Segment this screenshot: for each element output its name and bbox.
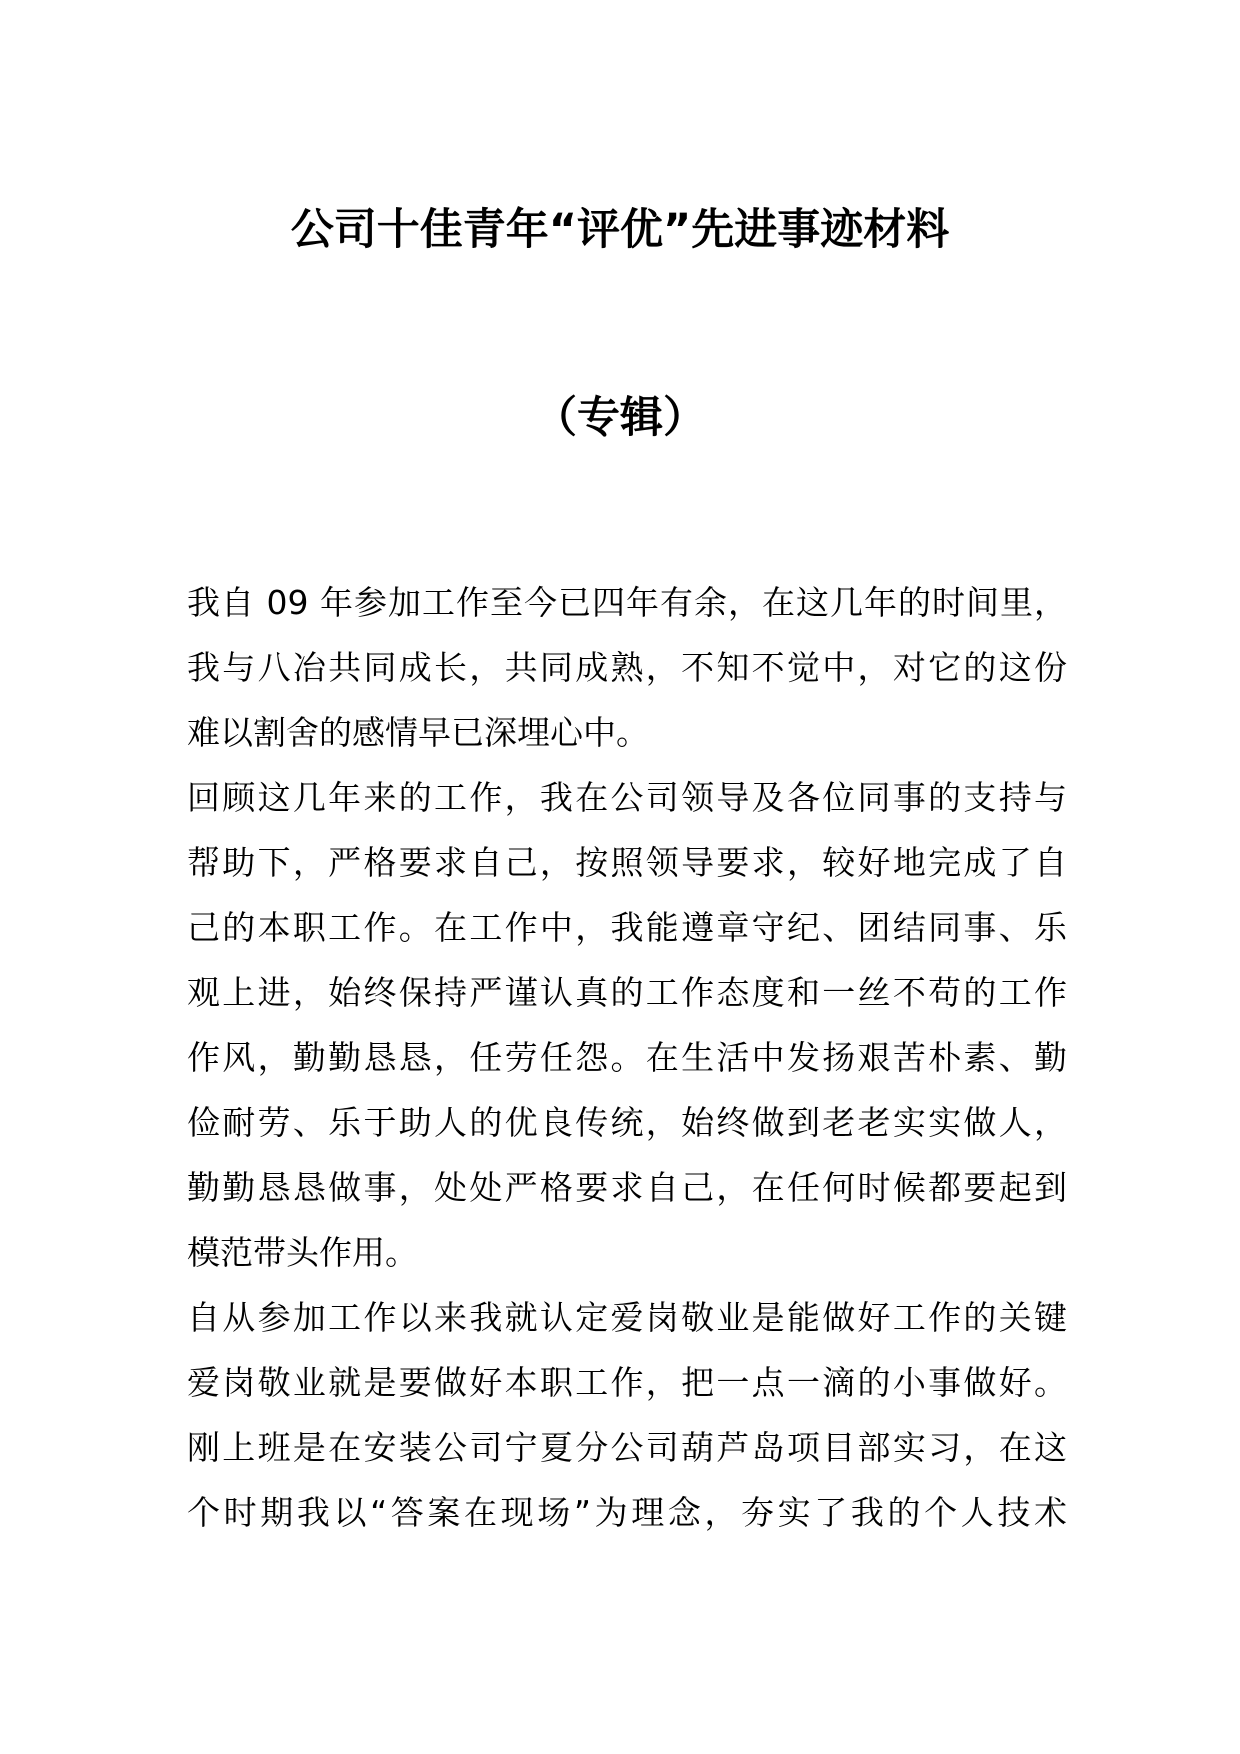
document-subtitle: （专辑） [534, 393, 706, 443]
body-line: 个时期我以“答案在现场”为理念，夯实了我的个人技术 [187, 1493, 1067, 1532]
body-line: 难以割舍的感情早已深埋心中。 [187, 713, 649, 752]
body-line: 观上进，始终保持严谨认真的工作态度和一丝不苟的工作 [187, 973, 1067, 1012]
body-line: 爱岗敬业就是要做好本职工作，把一点一滴的小事做好。 [187, 1363, 1067, 1402]
body-line: 帮助下，严格要求自己，按照领导要求，较好地完成了自 [187, 843, 1067, 882]
body-line: 俭耐劳、乐于助人的优良传统，始终做到老老实实做人， [187, 1103, 1067, 1142]
body-line: 勤勤恳恳做事，处处严格要求自己，在任何时候都要起到 [187, 1168, 1067, 1207]
body-line: 刚上班是在安装公司宁夏分公司葫芦岛项目部实习，在这 [187, 1428, 1067, 1467]
body-line: 作风，勤勤恳恳，任劳任怨。在生活中发扬艰苦朴素、勤 [187, 1038, 1067, 1077]
document-body [187, 570, 1067, 1545]
body-line: 回顾这几年来的工作，我在公司领导及各位同事的支持与 [187, 778, 1067, 817]
body-line: 我与八冶共同成长，共同成熟，不知不觉中，对它的这份 [187, 648, 1067, 687]
body-line: 自从参加工作以来我就认定爱岗敬业是能做好工作的关键 [187, 1298, 1067, 1337]
body-line: 己的本职工作。在工作中，我能遵章守纪、团结同事、乐 [187, 908, 1067, 947]
document-title: 公司十佳青年“评优”先进事迹材料 [290, 205, 950, 255]
body-line: 模范带头作用。 [187, 1233, 418, 1272]
body-line: 我自 09 年参加工作至今已四年有余，在这几年的时间里， [187, 583, 1067, 622]
